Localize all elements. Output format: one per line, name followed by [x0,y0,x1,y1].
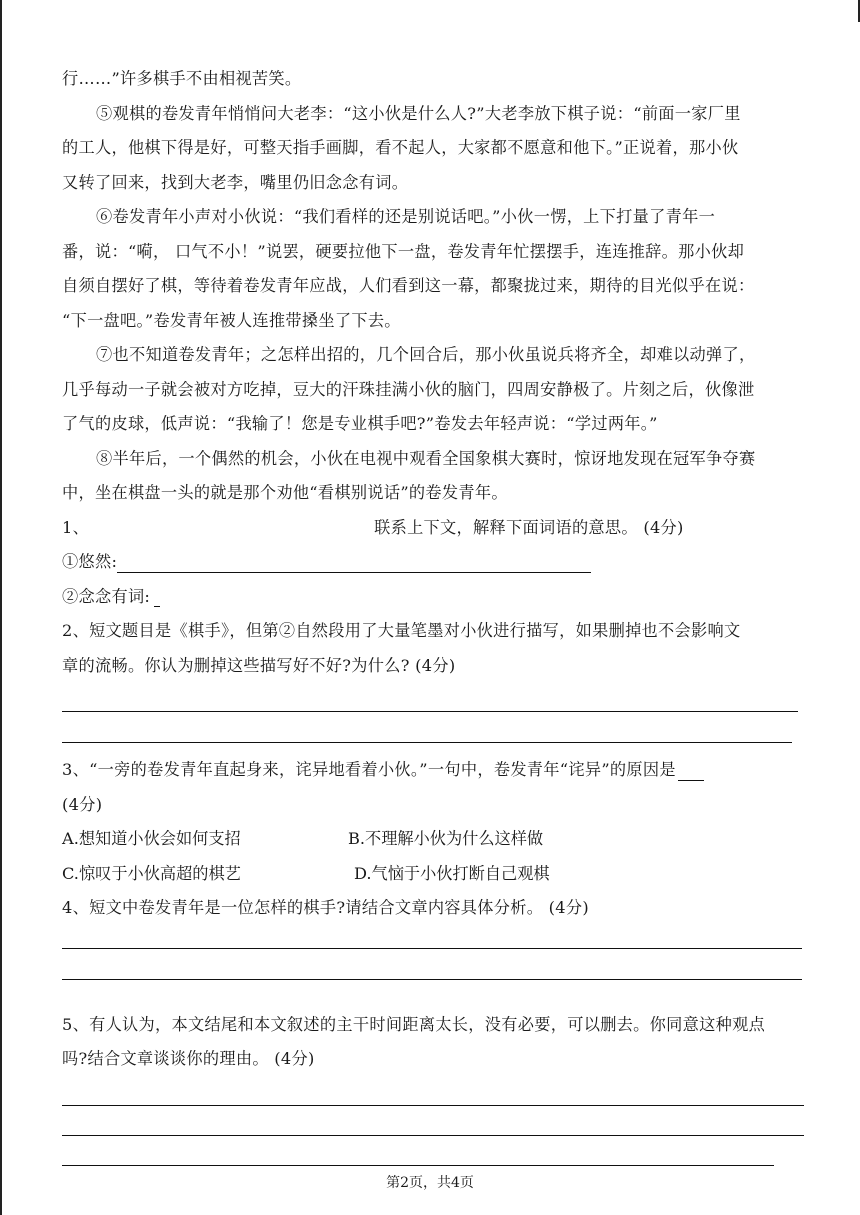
paragraph-6-line-2: 番，说：“嗬， 口气不小！”说罢，硬要拉他下一盘，卷发青年忙摆摆手，连连推辞。那小伙却 [62,241,745,261]
question-3-option-a[interactable]: A.想知道小伙会如何支招 [62,829,241,848]
question-1-item-a-label: ①悠然: [62,552,118,571]
paragraph-8-line-1: ⑧半年后，一个偶然的机会，小伙在电视中观看全国象棋大赛时，惊讶地发现在冠军争夺赛 [96,448,756,468]
question-1-item-a-answer-blank[interactable] [117,552,591,573]
paragraph-5-line-1: ⑤观棋的卷发青年悄悄问大老李：“这小伙是什么人?”大老李放下棋子说：“前面一家厂里 [96,103,741,123]
question-3-line-2: (4分) [62,794,103,814]
question-3-answer-blank[interactable] [678,760,704,781]
question-5-answer-line-3[interactable] [62,1165,774,1166]
question-3-line-1 [62,753,822,788]
question-1-heading [62,511,822,546]
question-1-prompt: 联系上下文，解释下面词语的意思。 (4分) [374,517,684,537]
question-2-line-1: 2、短文题目是《棋手》，但第②自然段用了大量笔墨对小伙进行描写，如果删掉也不会影响文 [62,621,741,640]
question-5-line-2: 吗?结合文章谈谈你的理由。 (4分) [62,1049,315,1068]
question-1-item-b-answer-blank[interactable] [154,586,160,607]
page-number-footer: 第2页，共4页 [386,1175,474,1191]
question-3-options-row-2 [62,857,822,892]
question-3-option-d[interactable]: D.气恼于小伙打断自己观棋 [354,863,550,883]
paragraph-8-line-2: 中，坐在棋盘一头的就是那个劝他“看棋别说话”的卷发青年。 [62,483,508,502]
paragraph-7-line-3: 了气的皮球，低声说：“我输了！您是专业棋手吧?”卷发去年轻声说：“学过两年。” [62,414,658,433]
question-1-number: 1、 [62,517,90,537]
paragraph-7-line-1: ⑦也不知道卷发青年；之怎样出招的，几个回合后，那小伙虽说兵将齐全，却难以动弹了， [96,345,756,364]
paragraph-7-line-2: 几乎每动一子就会被对方吃掉，豆大的汗珠挂满小伙的脑门，四周安静极了。片刻之后，伙像泄 [62,379,755,399]
exam-page [62,62,822,1166]
question-3-option-c[interactable]: C.惊叹于小伙高超的棋艺 [62,863,241,883]
paragraph-6-line-3: 自须自摆好了棋，等待着卷发青年应战，人们看到这一幕，都聚拢过来，期待的目光似乎在说： [62,276,755,295]
paragraph-5-line-3: 又转了回来，找到大老李，嘴里仍旧念念有词。 [62,172,409,192]
paragraph-6-line-4: “下一盘吧。”卷发青年被人连推带搡坐了下去。 [62,310,401,330]
question-4-prompt: 4、短文中卷发青年是一位怎样的棋手?请结合文章内容具体分析。 (4分) [62,898,589,917]
scan-edge-left [0,0,2,1215]
paragraph-5-line-2: 的工人，他棋下得是好，可整天指手画脚，看不起人，大家都不愿意和他下。”正说着，那小伙 [62,138,739,157]
question-1-item-b-label: ②念念有词: [62,586,151,606]
question-2-line-2: 章的流畅。你认为删掉这些描写好不好?为什么? (4分) [62,655,456,675]
question-5-line-1: 5、有人认为，本文结尾和本文叙述的主干时间距离太长，没有必要，可以删去。你同意这种观点 [62,1014,766,1034]
question-3-option-b[interactable]: B.不理解小伙为什么这样做 [348,829,544,848]
question-1-item-a [62,545,822,580]
paragraph-continuation: 行……”许多棋手不由相视苦笑。 [62,69,302,88]
question-1-item-b [62,580,822,615]
question-3-options-row-1 [62,822,822,857]
question-3-stem: 3、“一旁的卷发青年直起身来，诧异地看着小伙。”一句中，卷发青年“诧异”的原因是 [62,760,676,779]
paragraph-6-line-1: ⑥卷发青年小声对小伙说：“我们看样的还是别说话吧。”小伙一愣，上下打量了青年一 [96,207,716,226]
